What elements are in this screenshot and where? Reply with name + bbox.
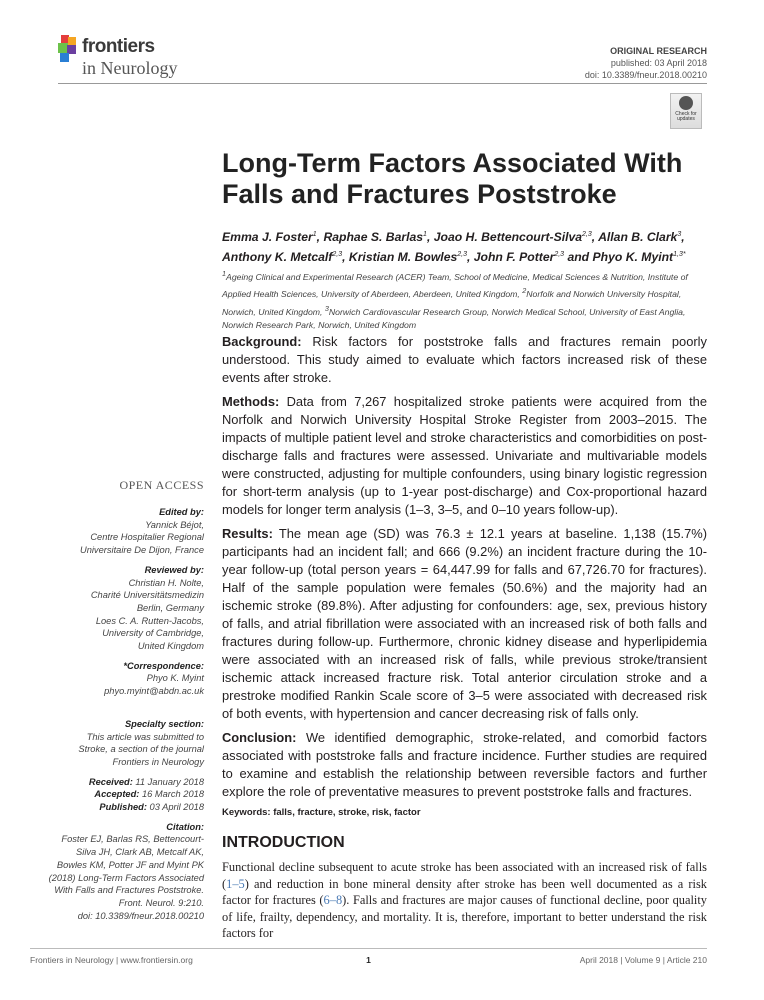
author-name[interactable]: Phyo K. Myint [592, 250, 674, 265]
abstract-results [222, 525, 707, 723]
affiliation-marker: 1 [222, 269, 227, 278]
specialty-line: This article was submitted to [86, 731, 204, 742]
citation-link[interactable]: 6–8 [323, 893, 343, 908]
article-title: Long-Term Factors Associated With Falls and Fractures Poststroke [222, 148, 683, 209]
abstract-methods [222, 393, 707, 519]
journal-logo[interactable] [58, 33, 208, 83]
affiliations [222, 267, 707, 333]
affiliation-text: Ageing Clinical and Experimental Research (ACER) Team, School of Medicine, Medical Sciences & Nutrition, Institute of Applied Health Sciences, University of Aberdeen, Aberdeen, United Kingdom, [222, 271, 688, 300]
abstract-background [222, 333, 707, 387]
author-name[interactable]: Raphae S. Barlas [323, 230, 424, 245]
reviewed-line: United Kingdom [137, 641, 204, 652]
reviewed-line: Christian H. Nolte, [128, 577, 204, 588]
abstract [222, 333, 707, 801]
footer-divider [30, 948, 707, 949]
background-label: Background: [222, 334, 302, 349]
conclusion-label: Conclusion: [222, 730, 297, 745]
page-footer [30, 954, 707, 966]
author-name[interactable]: Anthony K. Metcalf [222, 250, 333, 265]
author-affiliation-marker: 2,3 [457, 251, 467, 259]
edited-line: Centre Hospitalier Regional [90, 532, 204, 543]
author-affiliation-marker: 2,3 [554, 251, 565, 259]
reviewer-info [24, 577, 204, 653]
frontiers-logo-icon [58, 35, 80, 63]
published-date-side [24, 801, 204, 814]
accepted-label: Accepted: [94, 789, 140, 800]
logo-text: frontiers [82, 36, 155, 57]
corr-line: Phyo K. Myint [146, 673, 204, 684]
author-affiliation-marker: 3 [677, 231, 682, 238]
affiliation-marker: 3 [324, 303, 329, 313]
affiliation-text: Norwich Cardiovascular Research Group, Norwich Medical School, University of East Anglia, Norwich Research Park, Norwich, United Kingdom [222, 306, 686, 331]
citation-line: Foster EJ, Barlas RS, Bettencourt- [61, 834, 204, 845]
author-name[interactable]: Kristian M. Bowles [348, 250, 458, 265]
reviewed-line: Charité Universitätsmedizin [90, 590, 204, 601]
open-access-label: OPEN ACCESS [119, 478, 204, 492]
doi: doi: 10.3389/fneur.2018.00210 [584, 70, 707, 80]
body-text: ) and reduction in bone mineral density after stroke has been well documented as a risk factor for fractures ( [222, 876, 707, 908]
received-label: Received: [88, 776, 133, 787]
reviewed-line: University of Cambridge, [102, 628, 204, 639]
editor-info [24, 519, 204, 557]
received-date [24, 776, 204, 789]
citation-line: Front. Neurol. 9:210. [118, 897, 204, 908]
edited-line: Yannick Béjot, [145, 519, 204, 530]
article-meta-header [585, 45, 707, 81]
main-column [222, 333, 707, 942]
reviewed-by-label: Reviewed by: [144, 564, 204, 575]
published-label: Published: [99, 802, 147, 813]
badge-label: Check for updates [675, 111, 697, 122]
received-value: 11 January 2018 [135, 776, 204, 787]
edited-line: Universitaire De Dijon, France [79, 545, 204, 556]
correspondence-info [24, 672, 204, 697]
author-affiliation-marker: 1,3* [673, 251, 686, 259]
specialty-section-label: Specialty section: [124, 718, 204, 729]
author-affiliation-marker: 1 [312, 231, 317, 238]
body-text: ). Falls and fractures are major causes of functional decline, poor quality of life, frailty, dependency, and mortality. It is, therefore, important to better understand the risk factors for [222, 893, 707, 941]
accepted-date [24, 788, 204, 801]
affiliation-marker: 2 [522, 286, 527, 296]
section-heading-introduction: INTRODUCTION [222, 834, 345, 851]
author-name[interactable]: John F. Potter [473, 250, 555, 265]
author-name[interactable]: Emma J. Foster [222, 230, 313, 245]
specialty-info [24, 731, 204, 769]
abstract-conclusion [222, 729, 707, 801]
citation-link[interactable]: 1–5 [226, 876, 245, 891]
author-affiliation-marker: 2,3 [332, 251, 343, 259]
author-name[interactable]: Allan B. Clark [598, 230, 678, 245]
article-type: ORIGINAL RESEARCH [610, 46, 707, 56]
conclusion-text: We identified demographic, stroke-related, and comorbid factors associated with poststroke falls and fracture incidence. Further studies are required to examine and establish the relationship between reversible factors and further explore the role of preventative measures to prevent poststroke falls and fractures. [222, 730, 707, 799]
citation-info [24, 833, 204, 922]
body-text: Functional decline subsequent to acute stroke has been associated with an increased risk of falls ( [222, 860, 707, 891]
sidebar [24, 478, 204, 922]
author-affiliation-marker: 2,3 [582, 231, 592, 238]
correspondence-label: *Correspondence: [123, 660, 204, 671]
citation-line: doi: 10.3389/fneur.2018.00210 [77, 910, 204, 921]
footer-issue: April 2018 | Volume 9 | Article 210 [579, 955, 707, 965]
reviewed-line: Berlin, Germany [136, 602, 204, 613]
citation-line: (2018) Long-Term Factors Associated [48, 872, 204, 883]
citation-line: With Falls and Fractures Poststroke. [54, 885, 204, 896]
citation-line: Bowles KM, Potter JF and Myint PK [56, 859, 204, 870]
citation-line: Silva JH, Clark AB, Metcalf AK, [76, 847, 204, 858]
bookmark-icon [679, 96, 693, 110]
methods-label: Methods: [222, 394, 280, 409]
author-affiliation-marker: 1 [423, 231, 427, 238]
background-text: Risk factors for poststroke falls and fractures remain poorly understood. This study aimed to evaluate which factors increased risk of these events after stroke. [222, 334, 707, 385]
introduction-paragraph [222, 859, 707, 942]
keywords: Keywords: falls, fracture, stroke, risk, factor [222, 807, 421, 818]
published-value: 03 April 2018 [149, 802, 204, 813]
published-date: published: 03 April 2018 [610, 58, 707, 68]
affiliation-text: Norfolk and Norwich University Hospital, Norwich, United Kingdom, [222, 289, 682, 317]
corr-line[interactable]: phyo.myint@abdn.ac.uk [104, 686, 204, 697]
results-label: Results: [222, 526, 273, 541]
specialty-line: Frontiers in Neurology [112, 756, 204, 767]
specialty-line: Stroke, a section of the journal [78, 744, 204, 755]
reviewed-line: Loes C. A. Rutten-Jacobs, [95, 615, 204, 626]
edited-by-label: Edited by: [159, 507, 204, 517]
author-name[interactable]: Joao H. Bettencourt-Silva [433, 230, 583, 245]
logo-subtitle: in Neurology [82, 58, 178, 78]
header-divider [58, 83, 707, 84]
check-for-updates-button[interactable] [670, 93, 702, 129]
accepted-value: 16 March 2018 [141, 789, 204, 800]
author-list: Emma J. Foster$^1$, Raphae S. Barlas$^1$, Joao H. Bettencourt-Silva$^{2,3}$, Allan B. Clark$^3$, Anthony K. Metcalf$^{2,3}$, Kristian M. Bowles$^{2,3}$, John F. Potter$^{2,3}$ and Phyo K. Myint$^{1,3*}$ [222, 230, 686, 265]
footer-journal[interactable]: Frontiers in Neurology | www.frontiersin.org [30, 955, 193, 965]
page-number: 1 [366, 955, 371, 965]
results-text: The mean age (SD) was 76.3 ± 12.1 years at baseline. 1,138 (15.7%) participants had an incident fall; and 666 (9.2%) an incident fracture during the 10-year follow-up (total person years = 64,447.99 for falls and 67,726.70 for fractures). Half of the sample population were females (50.6%) and the majority had an ischemic stroke (89.8%). After adjusting for confounders: age, sex, previous history of falls, and atrial fibrillation were associated with an increased risk of both falls and fractures during follow-up. Furthermore, chronic kidney disease and hyperlipidemia were associated with an increased risk of falls, while previous stroke/transient ischemic attack increased fracture risk. Total anterior circulation stroke and a prestroke modified Rankin Scale score of 3–5 were associated with decreased risk of both events, with hypertension and cancer decreasing risk of falls only. [222, 526, 707, 721]
citation-label: Citation: [166, 821, 204, 832]
methods-text: Data from 7,267 hospitalized stroke patients were acquired from the Norfolk and Norwich University Hospital Stroke Register from 2003–2015. The impacts of multiple patient level and stroke characteristics and comorbidities on post-discharge falls and fractures were assessed. Univariate and multivariable models were constructed, adjusting for multiple confounders, using binary logistic regression for short-term analysis (up to 1-year post-discharge) and Cox-proportional hazard models for longer term analysis (1–3, 3–5, and 0–10 years follow-up). [222, 394, 707, 517]
